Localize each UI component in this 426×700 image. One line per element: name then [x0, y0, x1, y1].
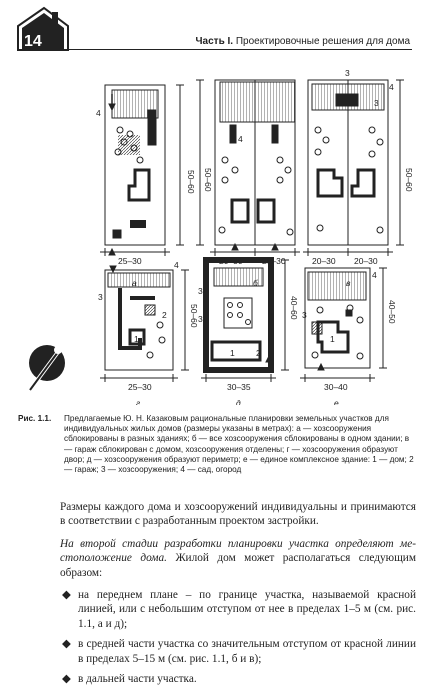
header-title: Проектировочные решения для дома: [235, 36, 410, 47]
brush-icon: [29, 345, 65, 390]
plan-g-depth: 50–60: [189, 304, 199, 328]
plan-d-label-2: 4: [268, 286, 273, 296]
site-plans-figure: [0, 60, 426, 405]
plan-v-label-1: 4: [389, 82, 394, 92]
plan-b-label-0: 4: [238, 134, 243, 144]
plan-a: [100, 85, 184, 256]
paragraph-1: Размеры каждого дома и хозсооружений индивидуальны и принимаются в соответствии с разработанным проектом застройки.: [60, 501, 416, 528]
plan-e-letter: е: [334, 398, 339, 405]
paragraph-2: [60, 537, 416, 580]
plan-g-label-1: 3: [98, 292, 103, 302]
plan-b-letter: б: [253, 278, 258, 288]
plan-v-width-right: 20–30: [354, 256, 378, 266]
plan-e-depth: 40–50: [387, 300, 397, 324]
plan-v-depth: 50–60: [404, 168, 414, 192]
plan-g-label-0: 4: [174, 260, 179, 270]
list-item: ◆ на переднем плане – по границе участка, называемой красной линией, или с небольшим отступом от нее в пределах 1–5 м (см. рис. 1.1, а и д);: [62, 589, 416, 630]
bullet-icon: ◆: [62, 673, 71, 686]
plan-d: [201, 260, 289, 382]
plan-v-label-0: 3: [345, 68, 350, 78]
list-item: ◆ в дальней части участка.: [62, 673, 197, 686]
plan-d-label-4: 2: [256, 348, 261, 358]
bullet-icon: ◆: [62, 589, 71, 602]
figure-caption: [18, 414, 418, 475]
house-icon: [14, 6, 72, 52]
plan-g-width: 25–30: [128, 382, 152, 392]
plan-g-letter: г: [136, 398, 141, 405]
plan-d-label-1: 3: [198, 314, 203, 324]
placement-list: [60, 588, 416, 686]
plan-d-width: 30–35: [227, 382, 251, 392]
plan-e: [300, 268, 387, 382]
plan-b-width-right: 20–30: [262, 256, 286, 266]
header-part: Часть I.: [195, 36, 234, 47]
running-header: [196, 36, 410, 47]
plan-d-label-3: 1: [230, 348, 235, 358]
plan-d-depth: 40–60: [289, 296, 299, 320]
plan-v-width-left: 20–30: [312, 256, 336, 266]
plan-e-label-2: 3: [302, 310, 307, 320]
paragraph-2-italic: На второй стадии разработки планировки участка определяют ме-стоположение дома.: [60, 537, 416, 565]
plan-a-width: 25–30: [118, 256, 142, 266]
body-text: [60, 500, 416, 692]
plan-v-letter: в: [346, 278, 351, 288]
header-rule: [52, 49, 412, 50]
plan-g-label-2: 1: [134, 334, 139, 344]
bullet-icon: ◆: [62, 638, 71, 651]
list-item: ◆ в средней части участка со значительным отступом от красной линии в пределах 5–15 м (см. рис. 1.1, б и в);: [62, 638, 416, 665]
plan-a-label-0: 4: [96, 108, 101, 118]
plan-d-label-0: 3: [198, 286, 203, 296]
paragraph-2-rest: Жилой дом может располагаться следующим образом:: [60, 552, 416, 579]
plan-e-width: 30–40: [324, 382, 348, 392]
plan-g-label-3: 2: [162, 310, 167, 320]
plan-v-label-2: 3: [374, 98, 379, 108]
plan-v: [303, 80, 404, 256]
plan-a-letter: а: [132, 278, 137, 288]
plan-b-depth: 50–60: [203, 168, 213, 192]
plan-a-depth: 50–60: [186, 170, 196, 194]
caption-label: Рис. 1.1.: [18, 414, 52, 423]
plan-g: [100, 266, 189, 382]
plan-d-letter: д: [236, 398, 241, 405]
plan-e-label-0: 4: [372, 270, 377, 280]
plan-b-width-left: 20–30: [219, 256, 243, 266]
caption-text: Предлагаемые Ю. Н. Казаковым рациональные планировки земельных участков для индивидуальных жилых домов (размеры указаны в метрах): а — хозсооружения сблокированы в разных зданиях; б — все хозсооружения сблокированы в одном здании; в — гараж сблокирован с домом, хозсооружения отделены; г — хозсооружения образуют двор; д — хозсооружения образуют периметр; е — единое комплексное здание: 1 — дом; 2 — гараж; 3 — хозсооружения; 4 — сад, огород: [64, 414, 414, 475]
page-number: 14: [24, 33, 42, 50]
plan-e-label-1: 1: [330, 334, 335, 344]
